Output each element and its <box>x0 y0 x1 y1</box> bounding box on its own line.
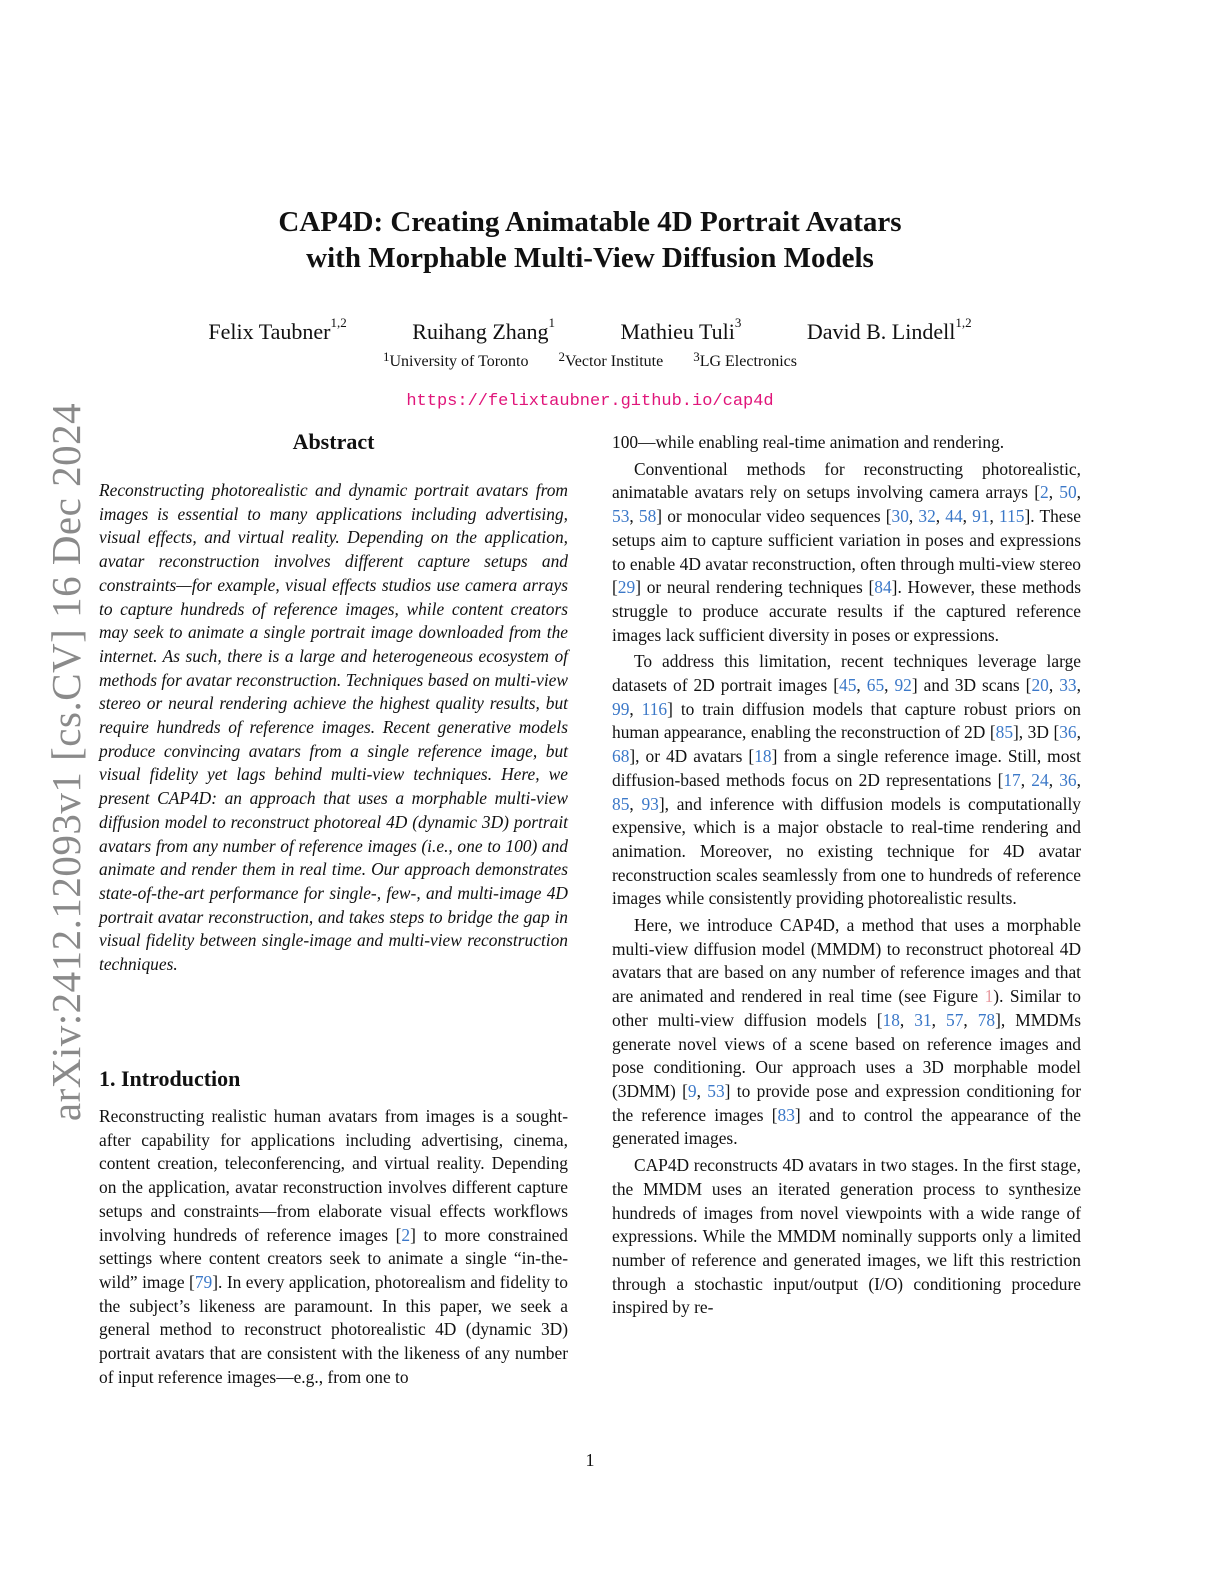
text-run: , <box>1048 675 1060 696</box>
citation-link[interactable]: 45 <box>839 675 857 696</box>
text-run: , <box>1020 769 1032 790</box>
text-run: ] or neural rendering techniques [ <box>635 577 875 598</box>
figure-reference-link[interactable]: 1 <box>984 986 994 1007</box>
affiliation: $^1$University of Toronto <box>382 349 529 370</box>
text-run: ]. However, these methods struggle to produce accurate results if the captured reference images lack sufficient diversity in poses or expressions. <box>612 577 1082 645</box>
citation-link[interactable]: 78 <box>977 1009 996 1030</box>
citation-link[interactable]: 44 <box>945 506 963 527</box>
citation-link[interactable]: 31 <box>914 1009 932 1030</box>
text-run: , <box>899 1009 915 1030</box>
text-run: ]. In every application, photorealism and fidelity to the subject’s likeness are paramount. In this paper, we seek a general method to reconstruct photorealistic 4D (dynamic 3D) portrait avatars that are consistent with the likeness of any number of input reference images—e.g., from one to <box>99 1271 568 1387</box>
citation-link[interactable]: 85 <box>995 722 1014 743</box>
citation-link[interactable]: 53 <box>612 506 630 527</box>
citation-link[interactable]: 20 <box>1031 675 1049 696</box>
citation-link[interactable]: 17 <box>1003 769 1021 790</box>
intro-paragraph-5: CAP4D reconstructs 4D avatars in two stages. In the first stage, the MMDM uses an iterated generation process to synthesize hundreds of images from novel viewpoints with a wide range of expressions. While the MMDM nominally supports only a limited number of reference and generated images, we lift this restriction through a stochastic input/output (I/O) conditioning procedure inspired by re- <box>612 1155 1081 1318</box>
intro-paragraph-2 <box>612 458 1081 648</box>
text-run: ). Similar to other multi-view diffusion models [ <box>612 986 1081 1030</box>
citation-link[interactable]: 99 <box>612 698 630 719</box>
citation-link[interactable]: 116 <box>641 698 668 719</box>
text-run: ] to provide pose and expression conditioning for the reference images [ <box>612 1080 1081 1125</box>
intro-paragraph-1-continued: 100—while enabling real-time animation and rendering. <box>612 432 1005 452</box>
page-number: 1 <box>585 1450 595 1470</box>
text-run: ], MMDMs generate novel views of a scene based on reference images and pose conditioning. Our approach uses a 3D morphable model (3DMM) [ <box>612 1009 1081 1101</box>
paper-title-line-2: with Morphable Multi-View Diffusion Models <box>306 242 874 274</box>
citation-link[interactable]: 29 <box>617 577 636 598</box>
citation-link[interactable]: 36 <box>1059 769 1077 790</box>
text-run: Reconstructing realistic human avatars from images is a sought-after capability for applications including advertising, cinema, content creation, teleconferencing, and virtual reality. Depending on the application, avatar reconstruction involves different capture setups and constraints—from elaborate visual effects workflows involving hundreds of reference images [ <box>99 1106 568 1245</box>
citation-link[interactable]: 85 <box>612 793 630 814</box>
text-run: ], and inference with diffusion models is computationally expensive, which is a major obstacle to real-time rendering and animation. Moreover, no existing technique for 4D avatar reconstruction scales seamlessly from one to hundreds of reference images while consistently providing photorealistic results. <box>612 793 1081 909</box>
text-run: ]. These setups aim to capture sufficient variation in poses and expressions to enable 4D avatar reconstruction, often through multi-view stereo [ <box>612 506 1081 598</box>
text-run: , <box>629 698 642 719</box>
text-run: ] and to control the appearance of the generated images. <box>612 1104 1081 1149</box>
text-run: , <box>1076 482 1081 503</box>
citation-link[interactable]: 84 <box>874 577 892 598</box>
text-run: , <box>884 675 895 696</box>
intro-paragraph-3 <box>612 650 1081 911</box>
text-run: ] or monocular video sequences [ <box>656 506 892 527</box>
citation-link[interactable]: 32 <box>918 506 936 527</box>
text-run: ] to more constrained settings where content creators seek to animate a single “in-the-wild” image [ <box>99 1224 568 1292</box>
abstract-body <box>99 479 568 977</box>
text-run: , <box>908 506 919 527</box>
text-run: , <box>1048 769 1060 790</box>
affiliation: $^3$LG Electronics <box>693 349 797 370</box>
citation-link[interactable]: 24 <box>1031 769 1049 790</box>
text-run: To address this limitation, recent techniques leverage large datasets of 2D portrait images [ <box>612 651 1081 696</box>
text-run: , <box>931 1009 946 1030</box>
author: David B. Lindell$^{1,2}$ <box>806 315 972 344</box>
intro-column-left <box>99 1105 568 1389</box>
intro-paragraph-4 <box>612 914 1081 1151</box>
citation-link[interactable]: 68 <box>612 746 630 767</box>
citation-link[interactable]: 33 <box>1059 675 1077 696</box>
section-heading-introduction: 1. Introduction <box>99 1066 241 1091</box>
citation-link[interactable]: 18 <box>754 746 772 767</box>
text-run: , <box>1076 722 1081 743</box>
paper-title-line-1: CAP4D: Creating Animatable 4D Portrait Avatars <box>278 206 902 238</box>
citation-link[interactable]: 58 <box>638 506 657 527</box>
author: Mathieu Tuli$^3$ <box>620 315 742 344</box>
arxiv-sidebar-stamp: arXiv:2412.12093v1 [cs.CV] 16 Dec 2024 <box>43 402 89 1122</box>
citation-link[interactable]: 9 <box>687 1080 697 1101</box>
affiliation-list <box>0 349 1180 371</box>
text-run: , <box>989 506 1000 527</box>
project-url-link[interactable]: https://felixtaubner.github.io/cap4d <box>406 392 774 411</box>
text-run: , <box>1076 769 1081 790</box>
citation-link[interactable]: 93 <box>641 793 659 814</box>
text-run: , <box>1076 675 1081 696</box>
abstract-heading: Abstract <box>292 429 375 454</box>
text-run: ] from a single reference image. Still, most diffusion-based methods focus on 2D representations [ <box>612 746 1081 790</box>
intro-paragraph-1 <box>99 1105 568 1389</box>
author: Felix Taubner$^{1,2}$ <box>208 315 347 344</box>
abstract-text: Reconstructing photorealistic and dynamic portrait avatars from images is essential to many applications including advertising, visual effects, and virtual reality. Depending on the application, avatar reconstruction involves different capture setups and constraints—for example, visual effects studios use camera arrays to capture hundreds of reference images, while content creators may seek to animate a single portrait image downloaded from the internet. As such, there is a large and heterogeneous ecosystem of methods for avatar reconstruction. Techniques based on multi-view stereo or neural rendering achieve the highest quality results, but require hundreds of reference images. Recent generative models produce convincing avatars from a single reference image, but visual fidelity yet lags behind multi-view techniques. Here, we present CAP4D: an approach that uses a morphable multi-view diffusion model to reconstruct photoreal 4D (dynamic 3D) portrait avatars from any number of reference images (i.e., one to 100) and animate and render them in real time. Our approach demonstrates state-of-the-art performance for single-, few-, and multi-image 4D portrait avatar reconstruction, and takes steps to bridge the gap in visual fidelity between single-image and multi-view reconstruction techniques. <box>99 480 568 975</box>
text-run: Here, we introduce CAP4D, a method that uses a morphable multi-view diffusion model (MMDM) to reconstruct photoreal 4D avatars that are based on any number of reference images and that are animated and rendered in real time (see Figure <box>612 915 1081 1007</box>
text-run: , <box>935 506 946 527</box>
citation-link[interactable]: 30 <box>891 506 909 527</box>
citation-link[interactable]: 2 <box>1040 482 1049 503</box>
text-run: ], 3D [ <box>1013 722 1060 743</box>
text-run: , <box>962 506 973 527</box>
intro-column-right <box>612 431 1081 1320</box>
citation-link[interactable]: 83 <box>777 1104 795 1125</box>
text-run: , <box>696 1080 708 1101</box>
citation-link[interactable]: 50 <box>1059 482 1077 503</box>
text-run: ] and 3D scans [ <box>911 675 1032 696</box>
citation-link[interactable]: 2 <box>401 1224 411 1245</box>
text-run: Conventional methods for reconstructing photorealistic, animatable avatars rely on setups involving camera arrays [ <box>612 458 1081 503</box>
citation-link[interactable]: 79 <box>194 1271 213 1292</box>
author-list <box>0 315 1180 345</box>
text-run: , <box>963 1009 978 1030</box>
author: Ruihang Zhang$^1$ <box>412 315 556 344</box>
text-run: ], or 4D avatars [ <box>629 746 755 767</box>
citation-link[interactable]: 92 <box>894 675 912 696</box>
text-run: , <box>856 675 867 696</box>
citation-link[interactable]: 57 <box>946 1009 964 1030</box>
citation-link[interactable]: 18 <box>882 1009 900 1030</box>
text-run: , <box>629 793 642 814</box>
citation-link[interactable]: 91 <box>972 506 990 527</box>
citation-link[interactable]: 36 <box>1059 722 1077 743</box>
text-run: , <box>1048 482 1060 503</box>
text-run: ] to train diffusion models that capture robust priors on human appearance, enabling the reconstruction of 2D [ <box>612 698 1081 743</box>
text-run: , <box>629 506 639 527</box>
citation-link[interactable]: 65 <box>866 675 885 696</box>
citation-link[interactable]: 53 <box>707 1080 725 1101</box>
citation-link[interactable]: 115 <box>999 506 1025 527</box>
affiliation: $^2$Vector Institute <box>558 349 664 370</box>
